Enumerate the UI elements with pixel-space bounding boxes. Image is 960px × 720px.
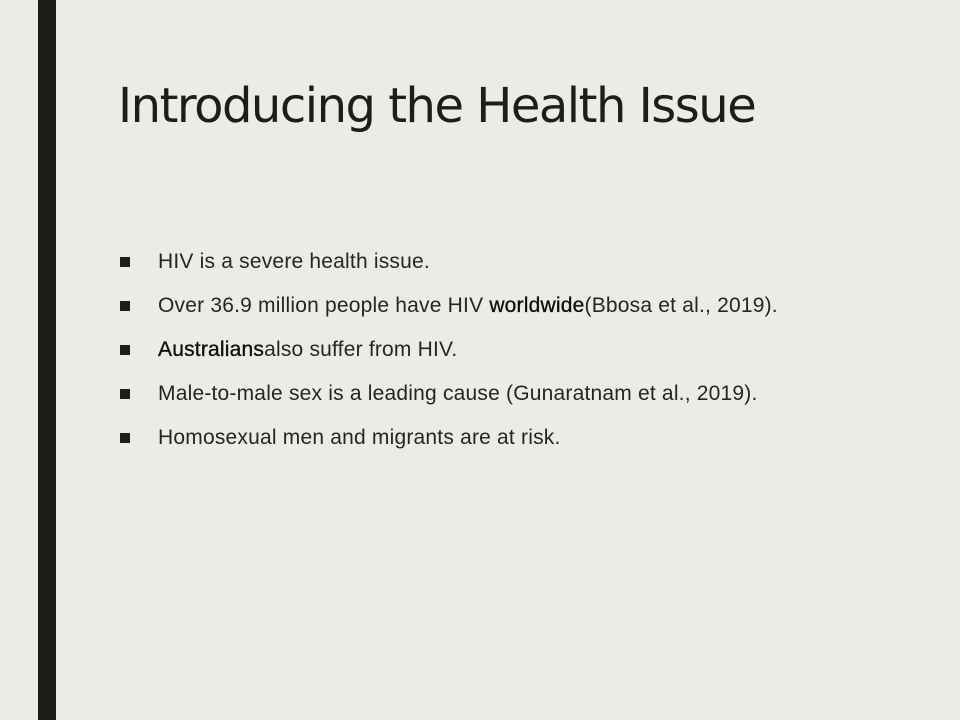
- bullet-list: [118, 246, 838, 466]
- bullet-text: [158, 246, 430, 278]
- bullet-text: [158, 378, 758, 410]
- bullet-text: [158, 422, 561, 454]
- bullet-item: [118, 378, 838, 410]
- bullet-item: [118, 422, 838, 454]
- bullet-text-plain: HIV is a severe health issue.: [158, 250, 430, 273]
- bullet-item: [118, 290, 838, 322]
- bullet-text-plain: Homosexual men and migrants are at risk.: [158, 426, 561, 449]
- accent-bar: [38, 0, 56, 720]
- bullet-item: [118, 334, 838, 366]
- bullet-text: [158, 290, 778, 322]
- bullet-text-emphasis: Australians: [158, 338, 265, 361]
- bullet-text-plain: Over 36.9 million people have HIV: [158, 294, 490, 317]
- bullet-item: [118, 246, 838, 278]
- bullet-text-emphasis: worldwide: [489, 294, 585, 317]
- slide-title: Introducing the Health Issue: [118, 78, 756, 134]
- bullet-text: [158, 334, 457, 366]
- bullet-text-plain: also suffer from HIV.: [264, 338, 458, 361]
- bullet-text-plain: Male-to-male sex is a leading cause (Gunaratnam et al., 2019).: [158, 382, 758, 405]
- bullet-text-plain: (Bbosa et al., 2019).: [584, 294, 778, 317]
